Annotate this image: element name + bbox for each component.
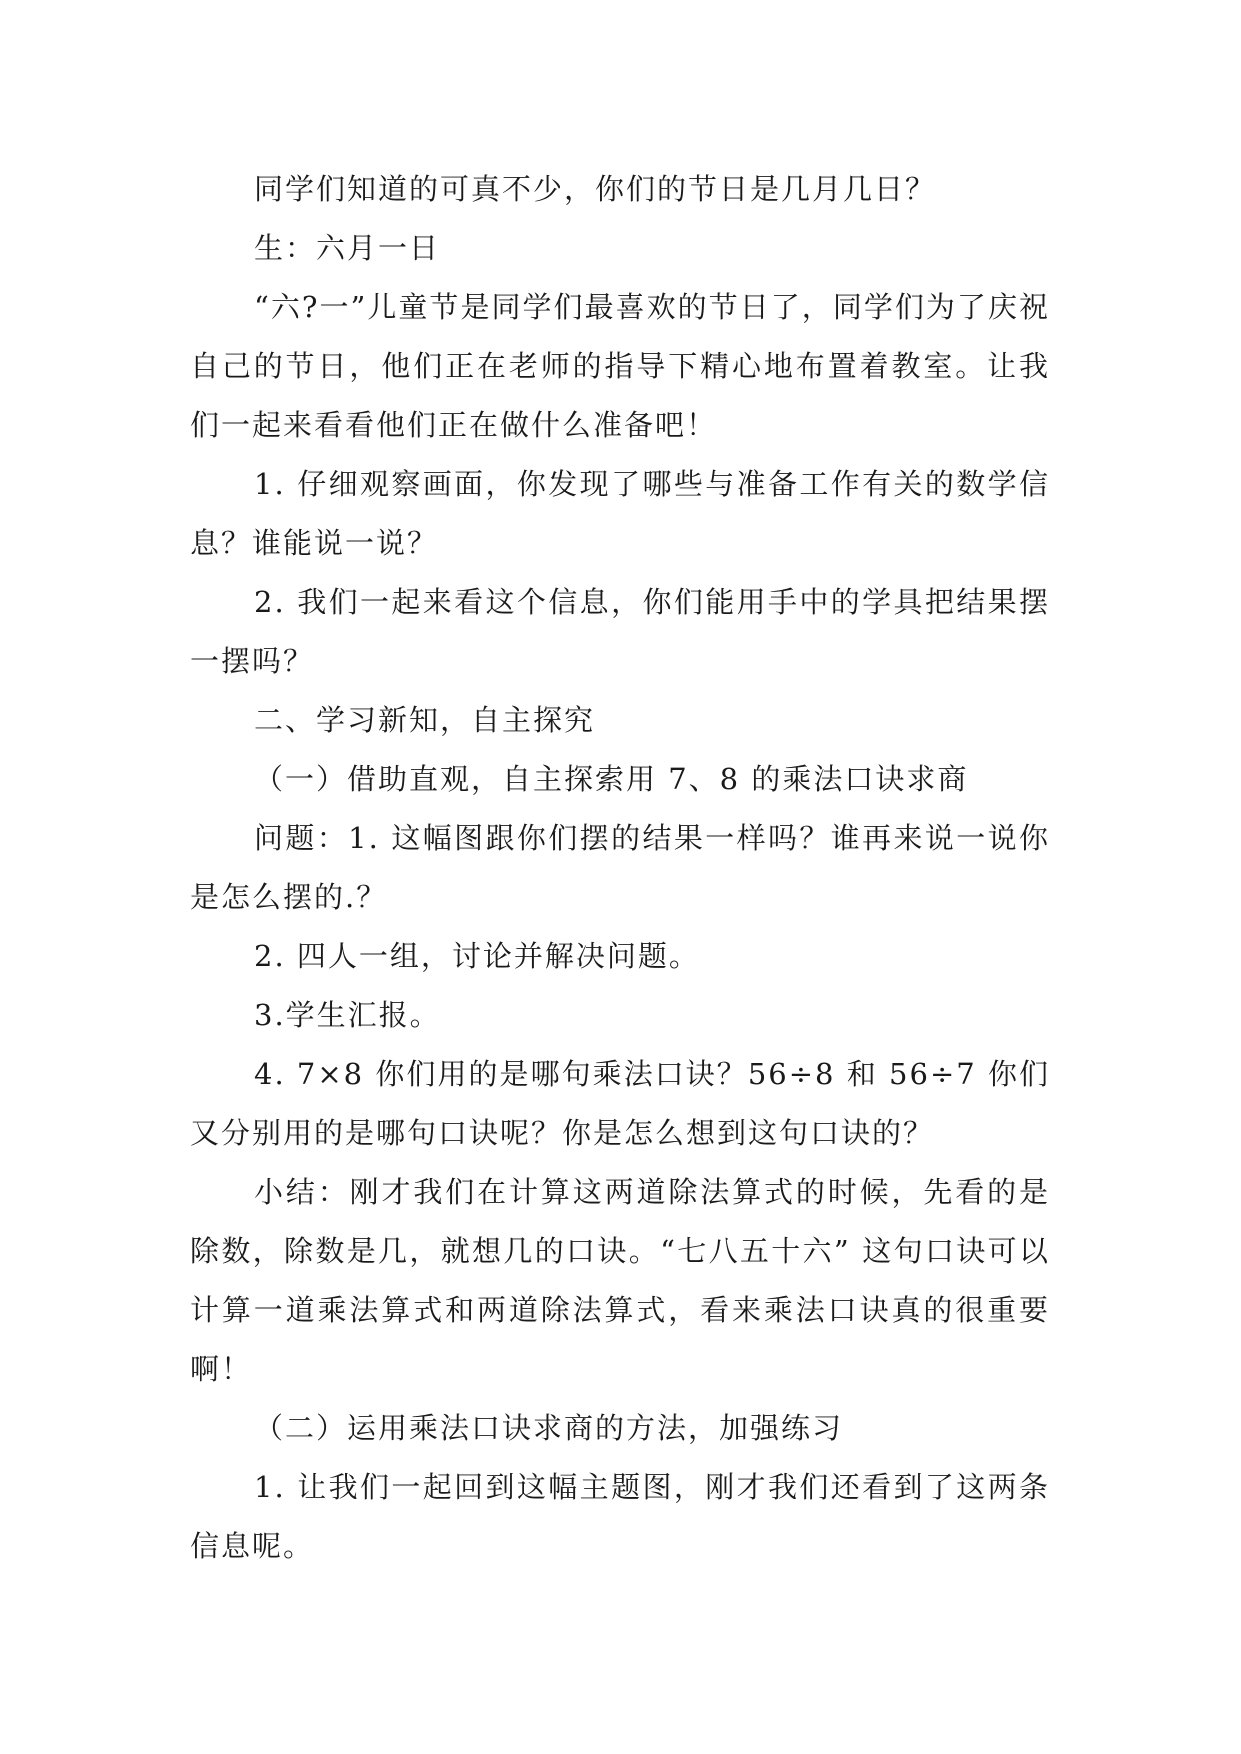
subsection-heading-2: （二）运用乘法口诀求商的方法，加强练习 (254, 1411, 844, 1445)
paragraph-summary: 小结：刚才我们在计算这两道除法算式的时候，先看的是除数，除数是几，就想几的口诀。“七八五十六” 这句口诀可以计算一道乘法算式和两道除法算式，看来乘法口诀真的很重要啊！ (190, 1175, 1050, 1386)
subsection-heading-1: （一）借助直观，自主探索用 7、8 的乘法口诀求商 (254, 762, 969, 796)
paragraph-problem-1: 问题：1. 这幅图跟你们摆的结果一样吗？谁再来说一说你是怎么摆的.？ (190, 821, 1050, 914)
paragraph-step-2-arrange: 2. 我们一起来看这个信息，你们能用手中的学具把结果摆一摆吗？ (190, 585, 1050, 678)
paragraph-question-date: 同学们知道的可真不少，你们的节日是几月几日？ (254, 172, 937, 206)
section-heading-new-knowledge: 二、学习新知，自主探究 (254, 703, 596, 737)
document-body (190, 160, 1050, 1576)
paragraph-student-report: 3.学生汇报。 (254, 998, 441, 1032)
paragraph-group-discussion: 2. 四人一组，讨论并解决问题。 (254, 939, 700, 973)
paragraph-step-1-observe: 1. 仔细观察画面，你发现了哪些与准备工作有关的数学信息？谁能说一说？ (190, 467, 1050, 560)
paragraph-childrens-day: “六?一”儿童节是同学们最喜欢的节日了，同学们为了庆祝自己的节日，他们正在老师的指导下精心地布置着教室。让我们一起来看看他们正在做什么准备吧！ (190, 290, 1050, 442)
paragraph-student-answer: 生：六月一日 (254, 231, 441, 265)
paragraph-return-theme-image: 1. 让我们一起回到这幅主题图，刚才我们还看到了这两条信息呢。 (190, 1470, 1050, 1563)
paragraph-multiplication-rhyme: 4. 7×8 你们用的是哪句乘法口诀？56÷8 和 56÷7 你们又分别用的是哪句口诀呢？你是怎么想到这句口诀的？ (190, 1057, 1050, 1150)
